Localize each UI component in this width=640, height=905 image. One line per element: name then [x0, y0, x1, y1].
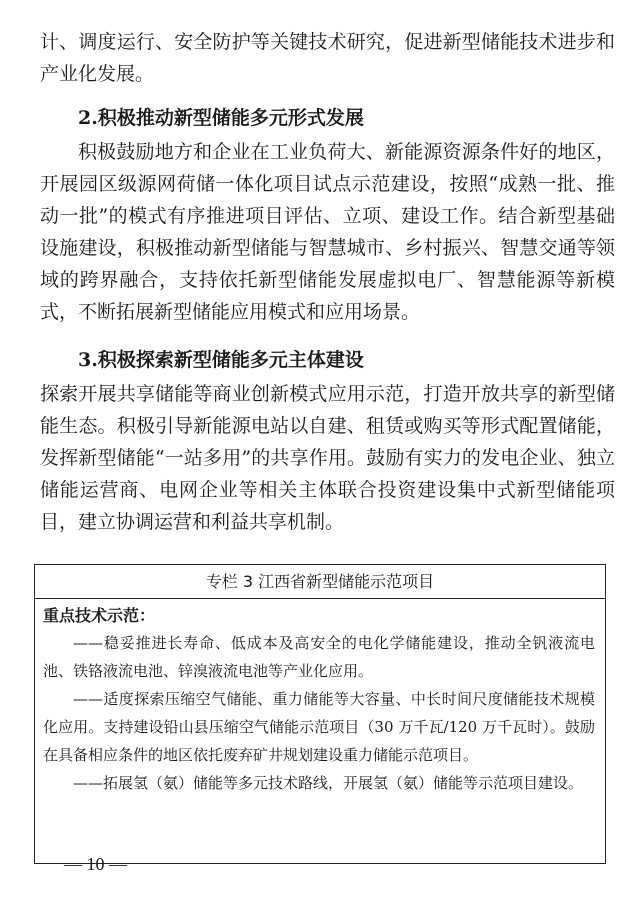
section-3-body: 探索开展共享储能等商业创新模式应用示范，打造开放共享的新型储能生态。积极引导新能源电站以自建、租赁或购买等形式配置储能，发挥新型储能“一站多用”的共享作用。鼓励有实力的发电企业、独立储能运营商、电网企业等相关主体联合投资建设集中式新型储能项目，建立协调运营和利益共享机制。	[40, 383, 615, 533]
column-box-item: ——适度探索压缩空气储能、重力储能等大容量、中长时间尺度储能技术规模化应用。支持建设铅山县压缩空气储能示范项目（30 万千瓦/120 万千瓦时）。鼓励在具备相应条件的地区依托废弃矿井规划建设重力储能示范项目。	[43, 690, 595, 764]
column-box-subheading: 重点技术示范：	[43, 606, 156, 625]
column-box-item: ——拓展氢（氨）储能等多元技术路线，开展氢（氨）储能等示范项目建设。	[73, 774, 584, 792]
page-number: — 10 —	[64, 854, 127, 874]
column-box-body	[35, 599, 605, 797]
column-box	[34, 564, 606, 864]
section-2-body: 积极鼓励地方和企业在工业负荷大、新能源资源条件好的地区，开展园区级源网荷储一体化项目试点示范建设，按照“成熟一批、推动一批”的模式有序推进项目评估、立项、建设工作。结合新型基础设施建设，积极推动新型储能与智慧城市、乡村振兴、智慧交通等领域的跨界融合，支持依托新型储能发展虚拟电厂、智慧能源等新模式，不断拓展新型储能应用模式和应用场景。	[40, 141, 615, 323]
section-3-heading: 3.积极探索新型储能多元主体建设	[78, 349, 364, 371]
column-box-item: ——稳妥推进长寿命、低成本及高安全的电化学储能建设，推动全钒液流电池、铁铬液流电池、锌溴液流电池等产业化应用。	[43, 634, 595, 680]
column-box-title: 专栏 3 江西省新型储能示范项目	[35, 565, 605, 599]
section-2-heading: 2.积极推动新型储能多元形式发展	[78, 107, 364, 129]
intro-paragraph-tail: 计、调度运行、安全防护等关键技术研究，促进新型储能技术进步和产业化发展。	[40, 31, 615, 85]
